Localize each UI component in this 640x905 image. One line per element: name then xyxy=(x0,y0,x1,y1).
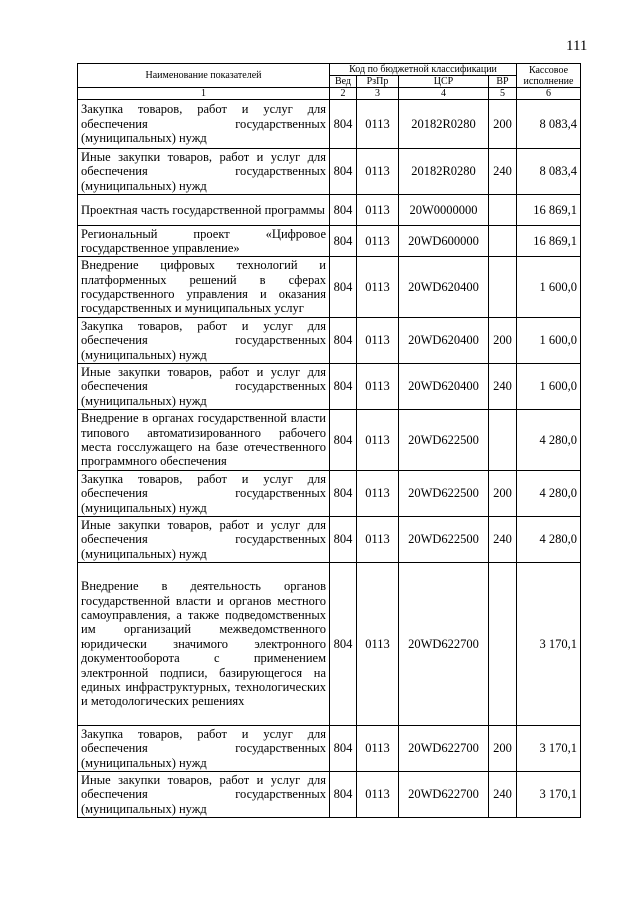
csr-code: 20WD620400 xyxy=(399,364,489,410)
rzpr-code: 0113 xyxy=(357,517,399,563)
execution-amount: 3 170,1 xyxy=(517,726,581,772)
header-rzpr: РзПр xyxy=(357,76,399,88)
vr-code: 200 xyxy=(489,318,517,364)
execution-amount: 1 600,0 xyxy=(517,364,581,410)
ved-code: 804 xyxy=(330,517,357,563)
table-row xyxy=(78,318,581,364)
ved-code: 804 xyxy=(330,563,357,726)
ved-code: 804 xyxy=(330,195,357,226)
csr-code: 20WD600000 xyxy=(399,226,489,257)
column-number: 5 xyxy=(489,88,517,100)
budget-execution-table xyxy=(77,63,581,818)
vr-code xyxy=(489,257,517,318)
table-row xyxy=(78,195,581,226)
column-number: 1 xyxy=(78,88,330,100)
table-row xyxy=(78,100,581,149)
indicator-name: Закупка товаров, работ и услуг для обеспечения государственных (муниципальных) нужд xyxy=(78,318,330,364)
table-row xyxy=(78,364,581,410)
header-vr: ВР xyxy=(489,76,517,88)
execution-amount: 16 869,1 xyxy=(517,195,581,226)
vr-code: 240 xyxy=(489,364,517,410)
ved-code: 804 xyxy=(330,364,357,410)
column-number-row xyxy=(78,88,581,100)
csr-code: 20182R0280 xyxy=(399,149,489,195)
table-row xyxy=(78,726,581,772)
rzpr-code: 0113 xyxy=(357,410,399,471)
table-row xyxy=(78,471,581,517)
indicator-name: Внедрение цифровых технологий и платформенных решений в сферах государственного управления и оказания государственных и муниципальных услуг xyxy=(78,257,330,318)
table-row xyxy=(78,149,581,195)
indicator-name: Региональный проект «Цифровое государственное управление» xyxy=(78,226,330,257)
rzpr-code: 0113 xyxy=(357,257,399,318)
csr-code: 20182R0280 xyxy=(399,100,489,149)
rzpr-code: 0113 xyxy=(357,195,399,226)
csr-code: 20WD622500 xyxy=(399,410,489,471)
vr-code: 200 xyxy=(489,726,517,772)
ved-code: 804 xyxy=(330,726,357,772)
indicator-name: Иные закупки товаров, работ и услуг для обеспечения государственных (муниципальных) нужд xyxy=(78,517,330,563)
indicator-name: Иные закупки товаров, работ и услуг для обеспечения государственных (муниципальных) нужд xyxy=(78,149,330,195)
ved-code: 804 xyxy=(330,257,357,318)
header-ved: Вед xyxy=(330,76,357,88)
vr-code xyxy=(489,195,517,226)
table-row xyxy=(78,226,581,257)
csr-code: 20WD620400 xyxy=(399,257,489,318)
execution-amount: 8 083,4 xyxy=(517,149,581,195)
csr-code: 20WD622500 xyxy=(399,517,489,563)
rzpr-code: 0113 xyxy=(357,471,399,517)
rzpr-code: 0113 xyxy=(357,149,399,195)
indicator-name: Иные закупки товаров, работ и услуг для обеспечения государственных (муниципальных) нужд xyxy=(78,364,330,410)
vr-code: 240 xyxy=(489,149,517,195)
table-row xyxy=(78,563,581,726)
csr-code: 20WD622500 xyxy=(399,471,489,517)
ved-code: 804 xyxy=(330,772,357,818)
ved-code: 804 xyxy=(330,149,357,195)
column-number: 4 xyxy=(399,88,489,100)
execution-amount: 4 280,0 xyxy=(517,471,581,517)
indicator-name: Проектная часть государственной программы xyxy=(78,195,330,226)
csr-code: 20WD620400 xyxy=(399,318,489,364)
ved-code: 804 xyxy=(330,100,357,149)
vr-code: 240 xyxy=(489,772,517,818)
page-number: 111 xyxy=(566,38,588,54)
execution-amount: 3 170,1 xyxy=(517,563,581,726)
column-number: 2 xyxy=(330,88,357,100)
execution-amount: 1 600,0 xyxy=(517,318,581,364)
indicator-name: Иные закупки товаров, работ и услуг для обеспечения государственных (муниципальных) нужд xyxy=(78,772,330,818)
execution-amount: 4 280,0 xyxy=(517,517,581,563)
indicator-name: Внедрение в деятельность органов государственной власти и органов местного самоуправления, а также подведомственных им организаций межведомственного юридически значимого электронного документооборота с применением электронной подписи, базирующегося на единых инфраструктурных, технологических и методологических решениях xyxy=(78,563,330,726)
vr-code xyxy=(489,226,517,257)
rzpr-code: 0113 xyxy=(357,100,399,149)
execution-amount: 3 170,1 xyxy=(517,772,581,818)
rzpr-code: 0113 xyxy=(357,563,399,726)
rzpr-code: 0113 xyxy=(357,726,399,772)
vr-code xyxy=(489,410,517,471)
rzpr-code: 0113 xyxy=(357,318,399,364)
ved-code: 804 xyxy=(330,471,357,517)
indicator-name: Закупка товаров, работ и услуг для обеспечения государственных (муниципальных) нужд xyxy=(78,726,330,772)
header-code-group: Код по бюджетной классификации xyxy=(330,64,517,76)
table-row xyxy=(78,410,581,471)
table-row xyxy=(78,517,581,563)
vr-code: 200 xyxy=(489,100,517,149)
csr-code: 20W0000000 xyxy=(399,195,489,226)
csr-code: 20WD622700 xyxy=(399,563,489,726)
execution-amount: 8 083,4 xyxy=(517,100,581,149)
rzpr-code: 0113 xyxy=(357,772,399,818)
execution-amount: 16 869,1 xyxy=(517,226,581,257)
csr-code: 20WD622700 xyxy=(399,772,489,818)
header-csr: ЦСР xyxy=(399,76,489,88)
rzpr-code: 0113 xyxy=(357,226,399,257)
indicator-name: Закупка товаров, работ и услуг для обеспечения государственных (муниципальных) нужд xyxy=(78,471,330,517)
column-number: 3 xyxy=(357,88,399,100)
header-execution: Кассовое исполнение xyxy=(517,64,581,88)
vr-code: 240 xyxy=(489,517,517,563)
column-number: 6 xyxy=(517,88,581,100)
table-row xyxy=(78,257,581,318)
ved-code: 804 xyxy=(330,410,357,471)
header-name: Наименование показателей xyxy=(78,64,330,88)
table-row xyxy=(78,772,581,818)
ved-code: 804 xyxy=(330,226,357,257)
indicator-name: Закупка товаров, работ и услуг для обеспечения государственных (муниципальных) нужд xyxy=(78,100,330,149)
rzpr-code: 0113 xyxy=(357,364,399,410)
vr-code xyxy=(489,563,517,726)
csr-code: 20WD622700 xyxy=(399,726,489,772)
ved-code: 804 xyxy=(330,318,357,364)
indicator-name: Внедрение в органах государственной власти типового автоматизированного рабочего места госслужащего на базе отечественного программного обеспечения xyxy=(78,410,330,471)
execution-amount: 4 280,0 xyxy=(517,410,581,471)
vr-code: 200 xyxy=(489,471,517,517)
execution-amount: 1 600,0 xyxy=(517,257,581,318)
